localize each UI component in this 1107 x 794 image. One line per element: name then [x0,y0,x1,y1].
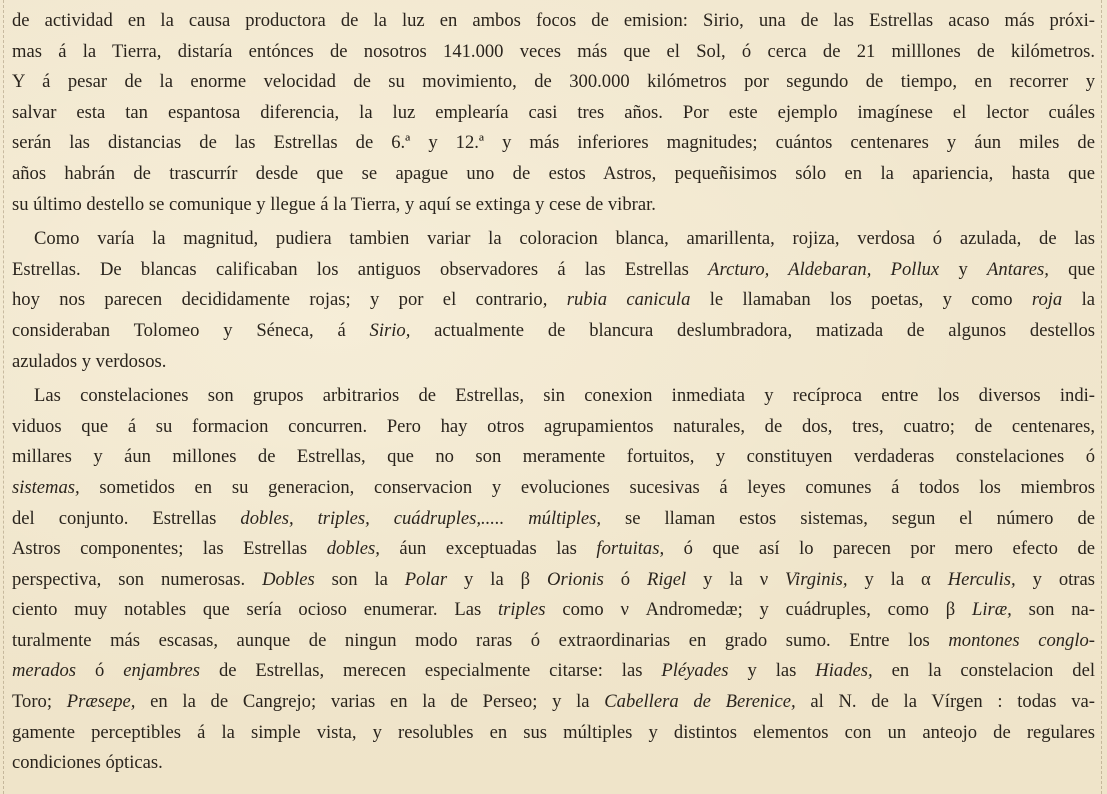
italic-text: Præsepe, [66,691,136,713]
text-run: al N. de la Vírgen : todas va- [795,691,1095,713]
paragraph [12,381,1095,779]
text-line [12,565,1095,596]
text-line [12,37,1095,68]
italic-text: Arcturo, Aldebaran, Pollux [708,258,940,280]
text-line [12,473,1095,504]
paragraph [12,6,1095,220]
text-run: ó [603,568,647,590]
text-run: son la [314,568,405,590]
text-run: de Estrellas, merecen especialmente citarse: las [200,660,662,682]
italic-text: Sirio, [369,319,411,341]
italic-text: Orionis [547,568,604,590]
text-run: Como varía la magnitud, pudiera tambien variar la coloracion blanca, amarillenta, rojiza, verdosa ó azulada, de las [34,228,1095,250]
text-run: hoy nos parecen decididamente rojas; y por el contrario, [12,289,567,311]
text-line [12,534,1095,565]
text-run: millares y áun millones de Estrellas, que no son meramente fortuitos, y constituyen verdaderas constelaciones ó [12,446,1095,468]
text-line [12,347,1095,378]
text-run: salvar esta tan espantosa diferencia, la luz emplearía casi tres años. Por este ejemplo imagínese el lector cuáles [12,101,1095,123]
italic-text: roja [1031,289,1063,311]
text-run: Las constelaciones son grupos arbitrarios de Estrellas, sin conexion inmediata y recíproca entre los diversos indi- [34,385,1095,407]
text-run: la [1062,289,1095,311]
text-run: Toro; [12,691,67,713]
italic-text: Hiades, [815,660,873,682]
text-run: perspectiva, son numerosas. [12,568,263,590]
text-run: en la de Cangrejo; varias en la de Perseo; y la [135,691,605,713]
text-run: y las [728,660,816,682]
text-line [12,442,1095,473]
text-line [12,381,1095,412]
text-run: Y á pesar de la enorme velocidad de su movimiento, de 300.000 kilómetros por segundo de tiempo, en recorrer y [12,71,1095,93]
text-run: azulados y verdosos. [12,350,167,372]
text-line [12,595,1095,626]
text-line [12,190,1095,221]
text-run: viduos que á su formacion concurren. Pero hay otros agrupamientos naturales, de dos, tres, cuatro; de centenares, [12,415,1095,437]
italic-text: dobles, [326,538,380,560]
text-run: mas á la Tierra, distaría entónces de nosotros 141.000 veces más que el Sol, ó cerca de 21 milllones de kilómetros. [12,40,1095,62]
text-line [12,656,1095,687]
text-run: su último destello se comunique y llegue á la Tierra, y aquí se extinga y cese de vibrar. [12,193,656,215]
text-line [12,316,1095,347]
italic-text: Polar [404,568,448,590]
italic-text: sistemas, [12,476,80,498]
text-run: en la constelacion del [872,660,1095,682]
italic-text: rubia canicula [566,289,691,311]
text-run: ciento muy notables que sería ocioso enumerar. Las [12,599,499,621]
text-run: ó [76,660,124,682]
text-run: como ν Andromedæ; y cuádruples, como β [545,599,973,621]
italic-text: Pléyades [661,660,729,682]
text-run: son na- [1011,599,1095,621]
text-line [12,255,1095,286]
text-line [12,504,1095,535]
italic-text: montones conglo- [948,629,1095,651]
italic-text: Herculis, [947,568,1016,590]
text-run: áun exceptuadas las [379,538,597,560]
text-run: del conjunto. Estrellas [12,507,241,529]
text-run: y la α [847,568,948,590]
text-run: que [1048,258,1095,280]
italic-text: enjambres [123,660,200,682]
italic-text: Rigel [646,568,687,590]
right-margin-rule [1101,0,1102,794]
italic-text: fortuitas, [596,538,665,560]
text-run: y la ν [686,568,786,590]
text-run: actualmente de blancura deslumbradora, matizada de algunos destellos [410,319,1095,341]
text-line [12,224,1095,255]
left-margin-rule [3,0,4,794]
text-run: condiciones ópticas. [12,752,163,774]
paragraph [12,224,1095,377]
italic-text: dobles, triples, cuádruples,..... múltiples, [240,507,602,529]
italic-text: Liræ, [972,599,1012,621]
italic-text: merados [12,660,77,682]
italic-text: triples [498,599,546,621]
text-line [12,159,1095,190]
italic-text: Cabellera de Berenice, [604,691,796,713]
text-run: se llaman estos sistemas, segun el número de [601,507,1095,529]
text-run: y la β [447,568,548,590]
text-line [12,98,1095,129]
text-line [12,412,1095,443]
text-line [12,67,1095,98]
text-run: gamente perceptibles á la simple vista, y resolubles en sus múltiples y distintos elementos con un anteojo de regulares [12,721,1095,743]
text-run: ó que así lo parecen por mero efecto de [664,538,1095,560]
text-run: y otras [1015,568,1095,590]
text-run: de actividad en la causa productora de la luz en ambos focos de emision: Sirio, una de las Estrellas acaso más próxi- [12,10,1095,31]
text-line [12,687,1095,718]
text-run: turalmente más escasas, aunque de ningun modo raras ó extraordinarias en grado sumo. Entre los [12,629,949,651]
document-body [12,6,1095,779]
text-line [12,626,1095,657]
text-run: Estrellas. De blancas calificaban los antiguos observadores á las Estrellas [12,258,709,280]
text-run: consideraban Tolomeo y Séneca, á [12,319,370,341]
text-run: años habrán de trascurrír desde que se apague uno de estos Astros, pequeñisimos sólo en la apariencia, hasta que [12,162,1095,184]
text-run: serán las distancias de las Estrellas de 6.ª y 12.ª y más inferiores magnitudes; cuántos centenares y áun miles de [12,132,1095,154]
text-run: Astros componentes; las Estrellas [12,538,327,560]
text-run: le llamaban los poetas, y como [690,289,1032,311]
text-line [12,748,1095,779]
text-run: sometidos en su generacion, conservacion y evoluciones sucesivas á leyes comunes á todos los miembros [79,476,1095,498]
text-run: y [939,258,988,280]
text-line [12,128,1095,159]
text-line [12,718,1095,749]
italic-text: Antares, [987,258,1049,280]
text-line [12,6,1095,37]
text-line [12,285,1095,316]
italic-text: Dobles [262,568,315,590]
italic-text: Virginis, [785,568,848,590]
